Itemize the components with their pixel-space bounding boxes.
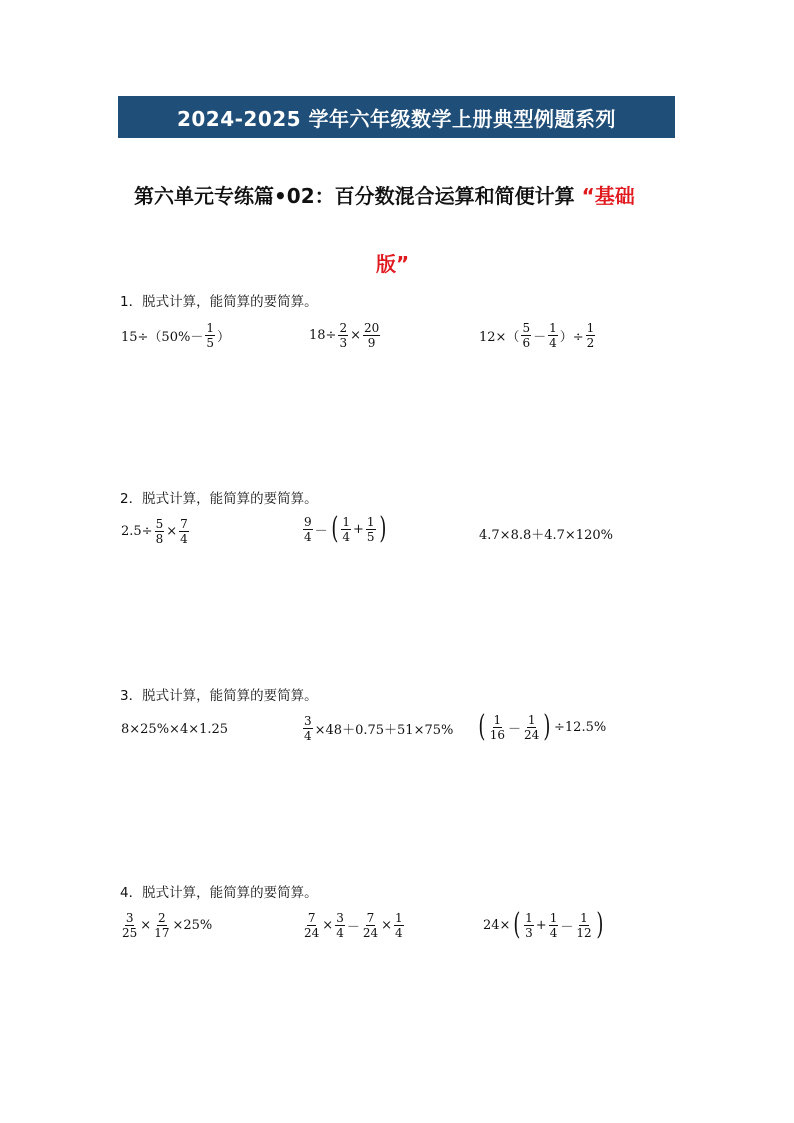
q3-expression-3: ( $\frac{1}{16}$ － $\frac{1}{24}$ ) ÷12.5% (478, 709, 607, 744)
q1-expression-1: 15÷（50%－ $\frac{1}{5}$ ） (121, 321, 230, 350)
question-1-label: 1．脱式计算，能简算的要简算。 (120, 294, 318, 310)
q1-expression-3: 12×（ $\frac{5}{6}$ － $\frac{1}{4}$ ）÷ $\frac{1}{2}$ (479, 321, 595, 350)
page-title (134, 162, 694, 298)
q4-expression-3: 24× ( $\frac{1}{3}$ + $\frac{1}{4}$ － $\frac{1}{12}$ ) (483, 907, 604, 942)
title-highlight-1: “基础 (581, 184, 635, 208)
q3-expression-1: 8×25%×4×1.25 (121, 722, 229, 737)
q2-expression-2: $\frac{9}{4}$ － ( $\frac{1}{4}$ + $\frac{1}{5}$ ) (304, 511, 386, 546)
series-banner: 2024-2025 学年六年级数学上册典型例题系列 (118, 96, 675, 138)
question-2-label: 2．脱式计算，能简算的要简算。 (120, 491, 318, 507)
q2-expression-1: 2.5÷ $\frac{5}{8}$ × $\frac{7}{4}$ (121, 517, 188, 546)
q1-expression-2: 18÷ $\frac{2}{3}$ × $\frac{20}{9}$ (309, 321, 380, 350)
title-highlight-2: 版” (376, 252, 410, 276)
q4-expression-2: $\frac{7}{24}$ × $\frac{3}{4}$ － $\frac{7}{24}$ × $\frac{1}{4}$ (304, 911, 403, 940)
q3-expression-2: $\frac{3}{4}$ ×48＋0.75＋51×75% (304, 714, 454, 743)
question-4-label: 4．脱式计算，能简算的要简算。 (120, 885, 318, 901)
title-main: 第六单元专练篇•02：百分数混合运算和简便计算 (134, 184, 575, 208)
q2-expression-3: 4.7×8.8＋4.7×120% (479, 528, 613, 543)
q4-expression-1: $\frac{3}{25}$ × $\frac{2}{17}$ ×25% (122, 911, 213, 940)
question-3-label: 3．脱式计算，能简算的要简算。 (120, 688, 318, 704)
